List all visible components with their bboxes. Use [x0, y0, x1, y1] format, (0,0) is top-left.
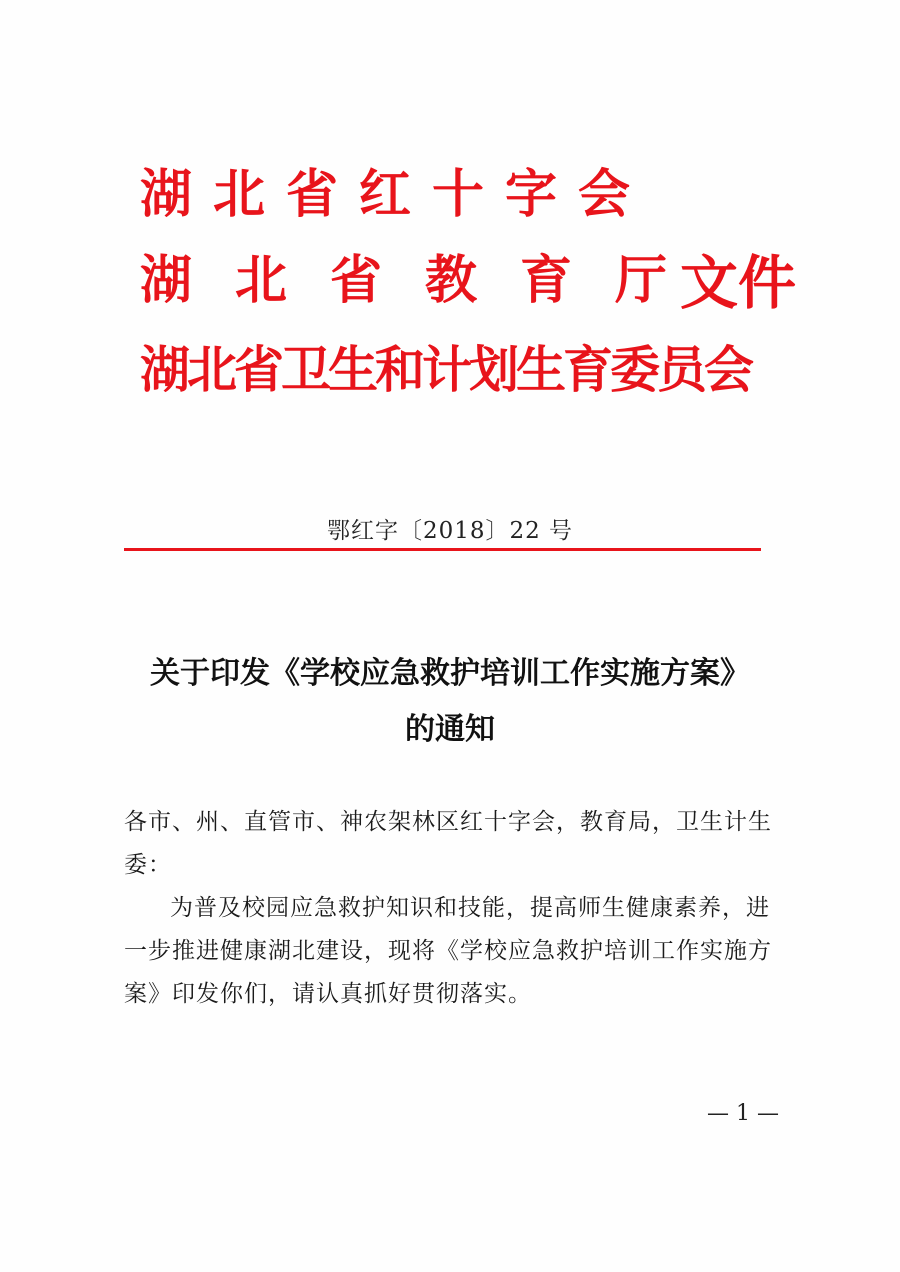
issuer-red-cross: 湖北省红十字会	[140, 165, 652, 225]
document-number: 鄂红字〔2018〕22 号	[326, 518, 574, 544]
notice-title-line-2: 的通知	[405, 712, 495, 747]
notice-body	[124, 801, 792, 1016]
page-number: — 1 —	[707, 1101, 779, 1126]
notice-title-line-1: 关于印发《学校应急救护培训工作实施方案》	[150, 656, 750, 691]
red-divider-line	[124, 548, 761, 551]
salutation: 各市、州、直管市、神农架林区红十字会，教育局，卫生计生委：	[124, 809, 772, 878]
document-type-label: 文件	[680, 249, 797, 317]
issuer-health-commission: 湖北省卫生和计划生育委员会	[140, 341, 751, 399]
body-paragraph: 为普及校园应急救护知识和技能，提高师生健康素养，进一步推进健康湖北建设，现将《学校应急救护培训工作实施方案》印发你们，请认真抓好贯彻落实。	[124, 895, 772, 1007]
issuer-education-dept: 湖北省教育厅	[140, 251, 711, 311]
notice-title	[0, 646, 900, 758]
